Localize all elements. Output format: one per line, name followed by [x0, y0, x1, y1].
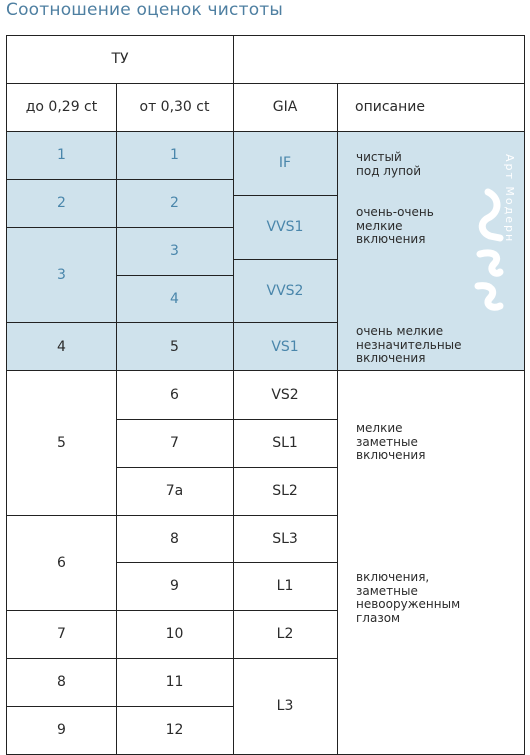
tu-small-cell: 2 — [57, 195, 66, 211]
grid-line — [233, 35, 234, 755]
grid-line — [6, 83, 525, 84]
gia-cell: VS1 — [271, 339, 299, 355]
grid-line — [233, 419, 337, 420]
grid-line — [116, 275, 233, 276]
grid-line — [6, 131, 525, 132]
description-if: чистый под лупой — [356, 150, 422, 178]
gia-cell: SL2 — [272, 483, 298, 499]
tu-small-cell: 1 — [57, 147, 66, 163]
tu-small-cell: 8 — [57, 674, 66, 690]
gia-cell: L3 — [276, 698, 294, 714]
tu-large-cell: 8 — [170, 530, 179, 547]
grid-line — [6, 658, 116, 659]
tu-large-cell: 7 — [170, 435, 179, 451]
grid-line — [6, 35, 7, 755]
grid-line — [116, 179, 233, 180]
gia-cell: SL3 — [272, 530, 298, 547]
gia-cell: VS2 — [271, 387, 299, 403]
grid-line — [116, 515, 233, 516]
tu-small-cell: 9 — [57, 722, 66, 738]
header-col-gia: GIA — [272, 99, 298, 115]
grid-line — [524, 35, 525, 755]
gia-cell: L1 — [276, 578, 294, 594]
gia-cell: VVS2 — [266, 283, 304, 299]
grid-line — [6, 706, 116, 707]
header-empty — [233, 35, 524, 83]
tu-large-cell: 9 — [170, 578, 179, 594]
grid-line — [6, 515, 116, 516]
grid-line — [116, 419, 233, 420]
grid-line — [233, 322, 337, 323]
description-vs: очень мелкие незначительные включения — [356, 324, 462, 365]
grid-line — [233, 467, 337, 468]
tu-large-cell: 3 — [170, 243, 179, 259]
gia-cell: SL1 — [272, 435, 298, 451]
tu-large-cell: 5 — [170, 339, 179, 355]
header-col-large: от 0,30 ct — [139, 99, 210, 115]
tu-small-cell: 3 — [57, 267, 66, 283]
tu-large-cell: 6 — [170, 387, 179, 403]
grid-line — [116, 658, 233, 659]
header-col-small: до 0,29 ct — [25, 99, 98, 115]
grid-line — [233, 195, 337, 196]
tu-large-cell: 4 — [170, 291, 179, 307]
grid-line — [233, 515, 337, 516]
tu-large-cell: 1 — [170, 147, 179, 163]
grid-line — [116, 706, 233, 707]
grid-line — [116, 227, 233, 228]
grid-line — [233, 259, 337, 260]
grid-line — [6, 35, 525, 36]
grid-line — [6, 370, 525, 371]
page-title: Соотношение оценок чистоты — [6, 0, 284, 20]
grid-line — [6, 227, 116, 228]
grid-line — [116, 467, 233, 468]
tu-large-cell: 10 — [165, 626, 184, 642]
grid-line — [6, 610, 116, 611]
grid-line — [116, 562, 233, 563]
tu-small-cell: 5 — [57, 435, 66, 451]
tu-small-cell: 7 — [57, 626, 66, 642]
grid-line — [233, 610, 337, 611]
header-col-desc: описание — [355, 99, 425, 115]
grid-line — [233, 562, 337, 563]
grid-line — [233, 658, 337, 659]
description-vvs: очень-очень мелкие включения — [356, 205, 434, 246]
grid-line — [116, 322, 233, 323]
tu-large-cell: 12 — [165, 722, 184, 738]
tu-large-cell: 2 — [170, 195, 179, 211]
tu-small-cell: 4 — [57, 339, 66, 355]
tu-small-cell: 6 — [57, 554, 66, 571]
tu-large-cell: 11 — [165, 674, 184, 690]
logo-text: Арт Модерн — [503, 154, 516, 244]
tu-large-cell: 7a — [165, 483, 184, 499]
gia-cell: L2 — [276, 626, 294, 642]
grid-line — [337, 83, 338, 755]
header-tu: ТУ — [111, 51, 129, 67]
gia-cell: VVS1 — [266, 219, 304, 235]
gia-cell: IF — [278, 155, 292, 171]
description-sl: мелкие заметные включения — [356, 421, 426, 462]
grid-line — [116, 610, 233, 611]
grid-line — [6, 322, 116, 323]
description-l: включения, заметные невооруженным глазом — [356, 570, 461, 625]
art-modern-logo — [466, 146, 522, 360]
grid-line — [6, 179, 116, 180]
